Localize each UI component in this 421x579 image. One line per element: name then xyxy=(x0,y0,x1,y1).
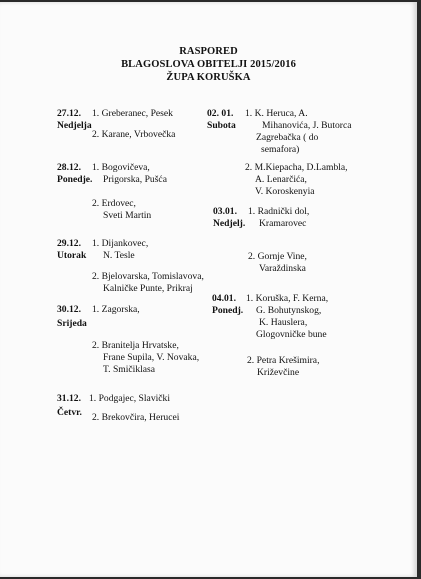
schedule-item: 1. K. Heruca, A. Mihanovića, J. Butorca Zagrebačka ( do semafora) xyxy=(245,108,352,155)
date-label: 03.01. Nedjelj. xyxy=(213,206,246,229)
schedule-item: 2. Brekovčira, Herucei xyxy=(92,412,180,423)
schedule-item: 2. Erdovec, Sveti Martin xyxy=(92,198,152,221)
schedule-item: 2. Bjelovarska, Tomislavova, Kalničke Punte, Prikraj xyxy=(92,271,204,294)
schedule-item: 2. Branitelja Hrvatske, Frane Supila, V. Novaka, T. Smičiklasa xyxy=(92,340,200,375)
schedule-item: 2. M.Kiepacha, D.Lambla, A. Lenarčića, V. Koroskenyia xyxy=(245,162,348,197)
date-label: 28.12. Ponedje. xyxy=(57,162,93,185)
schedule-item: 1. Dijankovec, N. Tesle xyxy=(92,238,149,261)
schedule-item: 2. Karane, Vrbovečka xyxy=(92,129,176,140)
date-label: 30.12. Srijeda xyxy=(57,304,87,329)
parish-name: ŽUPA KORUŠKA xyxy=(166,72,251,83)
schedule-item: 1. Radnički dol, Kramarovec xyxy=(248,206,310,229)
schedule-item: 2. Petra Krešimira, Križevčine xyxy=(247,355,320,378)
document-page xyxy=(0,2,417,577)
schedule-item: 2. Gornje Vine, Varaždinska xyxy=(248,251,307,274)
schedule-item: 1. Podgajec, Slavički xyxy=(89,393,170,404)
date-label: 04.01. Ponedj. xyxy=(212,293,244,316)
doc-title: RASPORED xyxy=(179,46,238,57)
schedule-item: 1. Greberanec, Pesek xyxy=(92,108,173,119)
date-label: 02. 01. Subota xyxy=(207,108,236,131)
date-label: 29.12. Utorak xyxy=(57,238,87,261)
schedule-item: 1. Zagorska, xyxy=(92,304,140,315)
date-label: 31.12. Četvr. xyxy=(57,393,82,418)
schedule-item: 1. Koruška, F. Kerna, G. Bohutynskog, K. Hauslera, Glogovničke bune xyxy=(246,293,329,340)
schedule-item: 1. Bogovičeva, Prigorska, Pušća xyxy=(92,162,167,185)
date-label: 27.12. Nedjelja xyxy=(57,108,92,131)
doc-subtitle: BLAGOSLOVA OBITELJI 2015/2016 xyxy=(121,59,296,70)
